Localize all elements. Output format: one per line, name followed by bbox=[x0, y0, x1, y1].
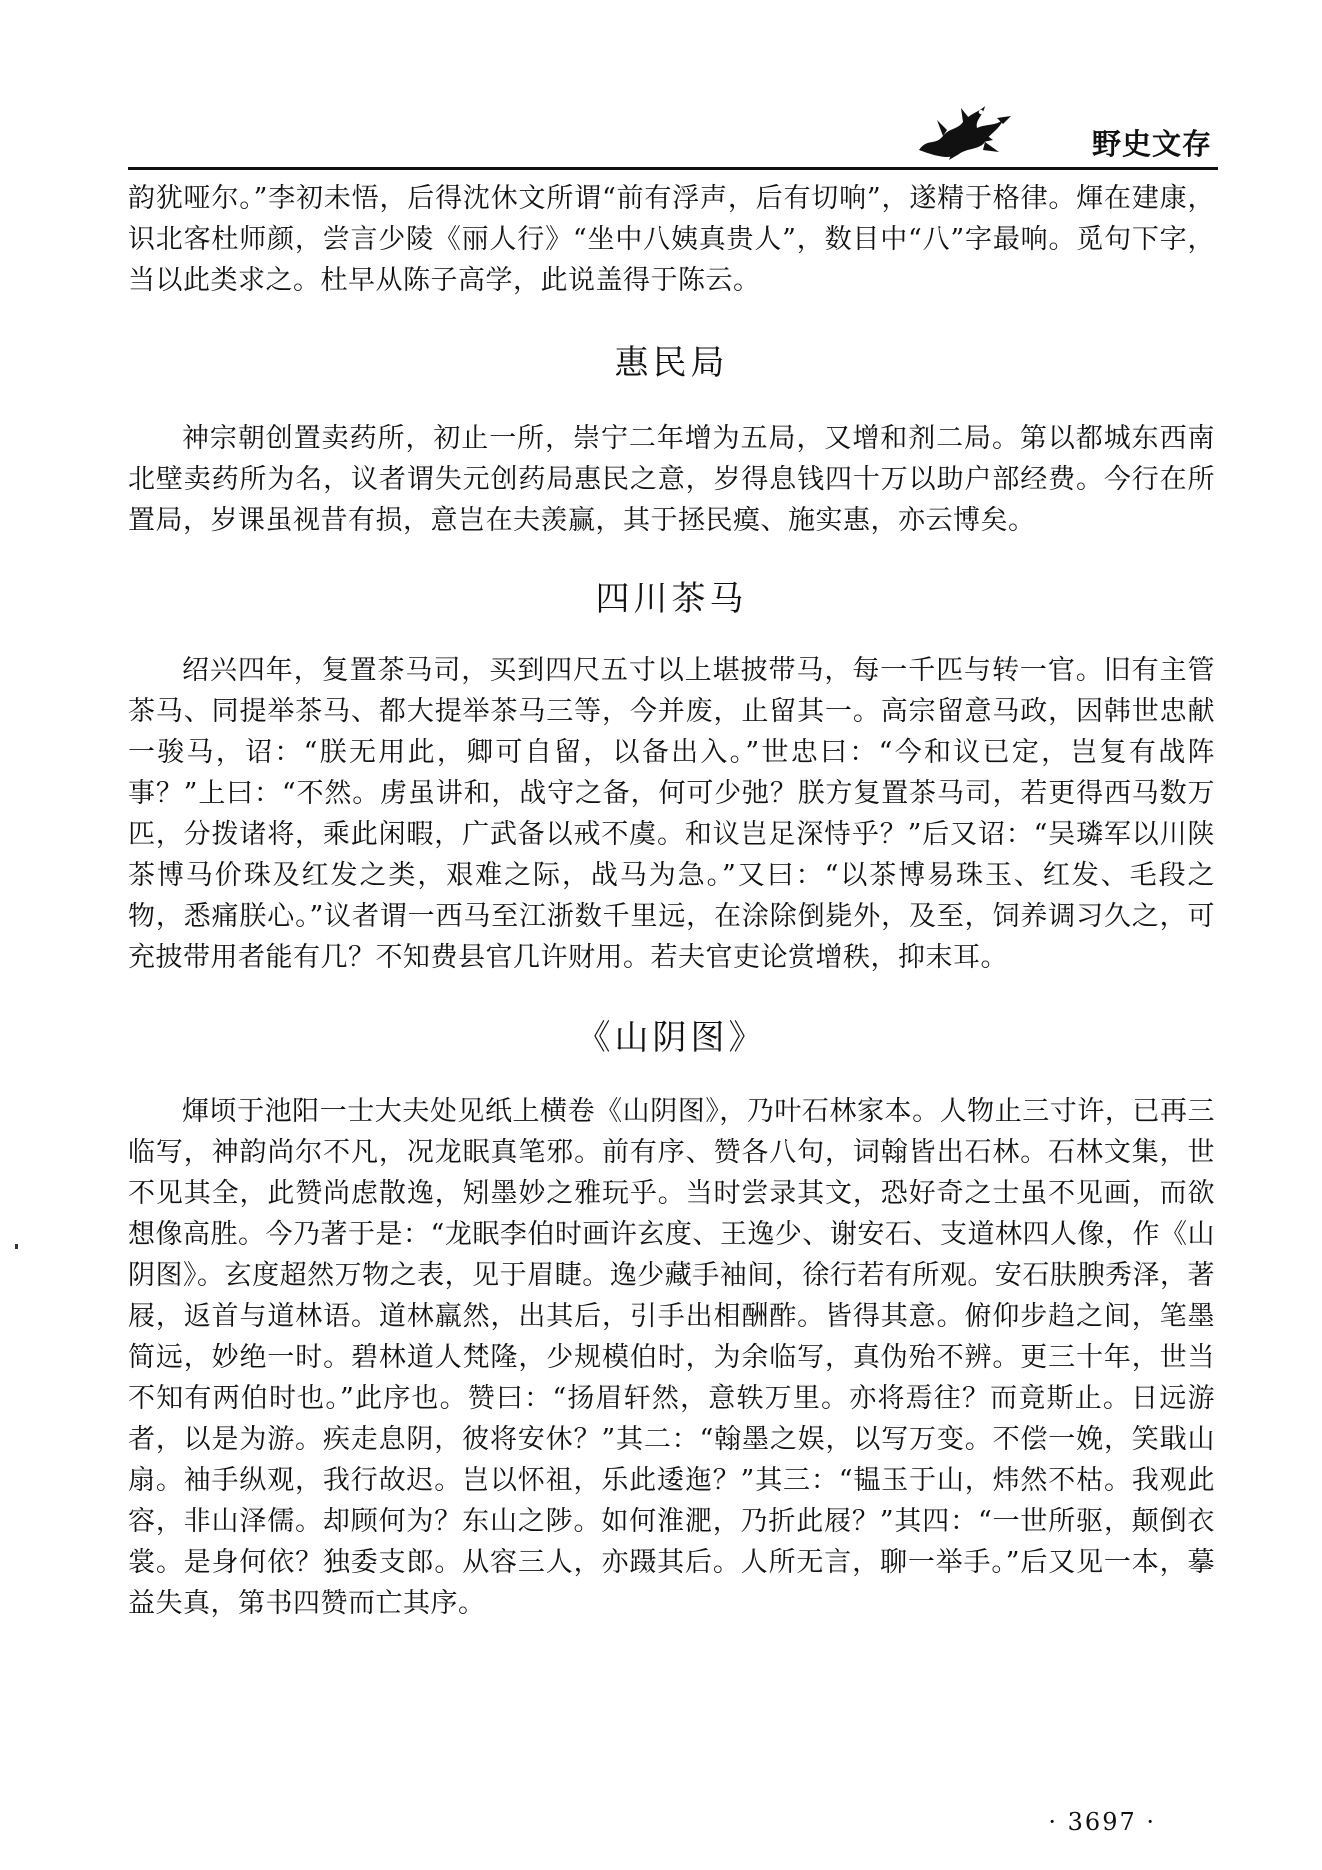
body-paragraph: 韵犹哑尔。”李初未悟，后得沈休文所谓“前有浮声，后有切响”，遂精于格律。煇在建康，识北客杜师颜，尝言少陵《丽人行》“坐中八姨真贵人”，数目中“八”字最响。觅句下字，当以此类求之。杜早从陈子高学，此说盖得于陈云。 bbox=[128, 183, 1215, 296]
page-header bbox=[128, 88, 1218, 170]
scan-mark bbox=[15, 1244, 18, 1249]
page-number: · 3697 · bbox=[1048, 1808, 1156, 1836]
dragon-emblem-icon bbox=[913, 100, 1013, 162]
section-title: 惠民局 bbox=[614, 343, 729, 383]
body-paragraph: 神宗朝创置卖药所，初止一所，崇宁二年增为五局，又增和剂二局。第以都城东西南北壁卖药所为名，议者谓失元创药局惠民之意，岁得息钱四十万以助户部经费。今行在所置局，岁课虽视昔有损，意岂在夫羡赢，其于拯民瘼、施实惠，亦云博矣。 bbox=[128, 423, 1215, 536]
running-header-title: 野史文存 bbox=[1091, 127, 1212, 161]
section-title: 《山阴图》 bbox=[576, 1018, 767, 1058]
body-paragraph: 绍兴四年，复置茶马司，买到四尺五寸以上堪披带马，每一千匹与转一官。旧有主管茶马、同提举茶马、都大提举茶马三等，今并废，止留其一。高宗留意马政，因韩世忠献一骏马，诏：“朕无用此，卿可自留，以备出入。”世忠曰：“今和议已定，岂复有战阵事？”上曰：“不然。虏虽讲和，战守之备，何可少弛？朕方复置茶马司，若更得西马数万匹，分拨诸将，乘此闲暇，广武备以戒不虞。和议岂足深恃乎？”后又诏：“吴璘军以川陕茶博马价珠及红发之类，艰难之际，战马为急。”又曰：“以茶博易珠玉、红发、毛段之物，悉痛朕心。”议者谓一西马至江浙数千里远，在涂除倒毙外，及至，饲养调习久之，可充披带用者能有几？不知费县官几许财用。若夫官吏论赏增秩，抑末耳。 bbox=[128, 655, 1215, 973]
section-title: 四川茶马 bbox=[595, 579, 748, 619]
header-rule bbox=[128, 167, 1218, 170]
page-body bbox=[128, 178, 1215, 1624]
body-paragraph: 煇顷于池阳一士大夫处见纸上横卷《山阴图》，乃叶石林家本。人物止三寸许，已再三临写，神韵尚尔不凡，况龙眠真笔邪。前有序、赞各八句，词翰皆出石林。石林文集，世不见其全，此赞尚虑散逸，矧墨妙之雅玩乎。当时尝录其文，恐好奇之士虽不见画，而欲想像高胜。今乃著于是：“龙眠李伯时画许玄度、王逸少、谢安石、支道林四人像，作《山阴图》。玄度超然万物之表，见于眉睫。逸少藏手袖间，徐行若有所观。安石肤腴秀泽，著屐，返首与道林语。道林羸然，出其后，引手出相酬酢。皆得其意。俯仰步趋之间，笔墨简远，妙绝一时。碧林道人梵隆，少规模伯时，为余临写，真伪殆不辨。更三十年，世当不知有两伯时也。”此序也。赞曰：“扬眉轩然，意轶万里。亦将焉往？而竟斯止。日远游者，以是为游。疾走息阴，彼将安休？”其二：“翰墨之娱，以写万变。不偿一娩，笑戢山扇。袖手纵观，我行故迟。岂以怀祖，乐此逶迤？”其三：“韫玉于山，炜然不枯。我观此容，非山泽儒。却顾何为？东山之陟。如何淮淝，乃折此屐？”其四：“一世所驱，颠倒衣裳。是身何依？独委支郎。从容三人，亦蹑其后。人所无言，聊一举手。”后又见一本，摹益失真，第书四赞而亡其序。 bbox=[128, 1096, 1215, 1619]
